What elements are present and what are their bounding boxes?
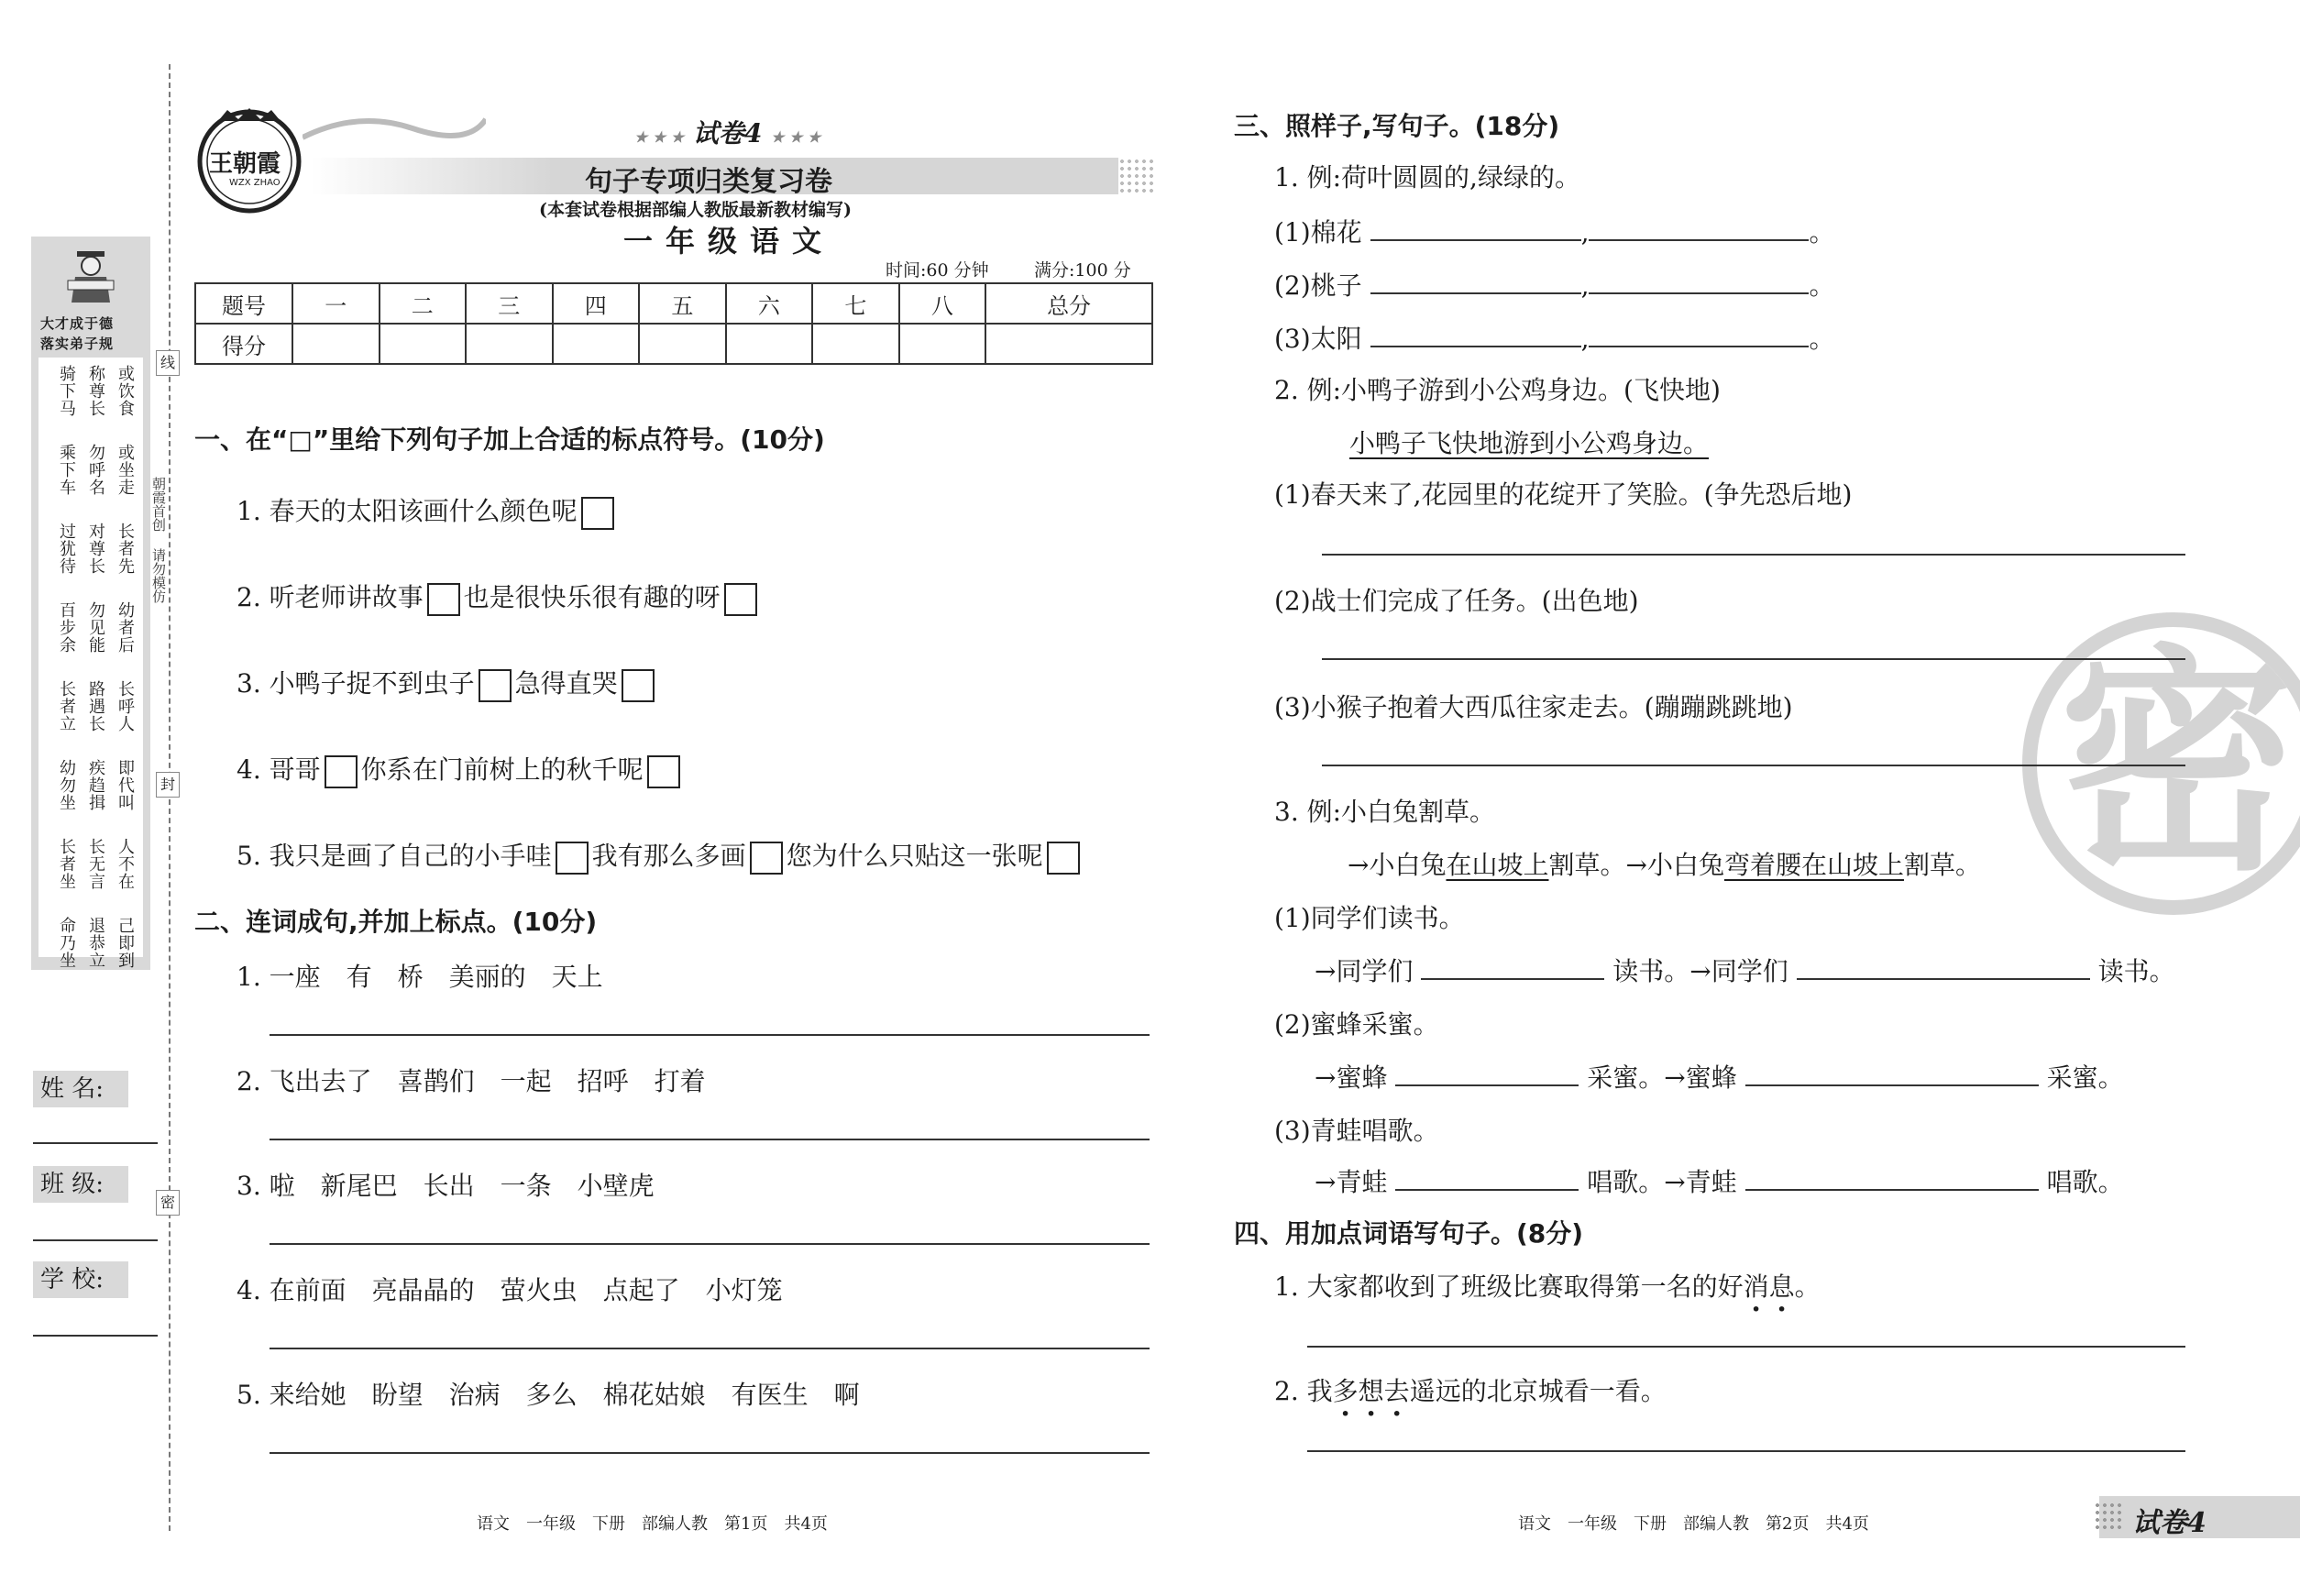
item-text: 春天的太阳该画什么颜色呢 xyxy=(269,496,578,526)
item-number: 1. xyxy=(1274,1271,1299,1302)
punctuation-box[interactable] xyxy=(427,583,460,616)
answer-line[interactable] xyxy=(270,1243,1150,1245)
s1-item-2 xyxy=(237,578,761,616)
answer-line[interactable] xyxy=(1307,1346,2185,1348)
s3-q1-item-3 xyxy=(1274,319,1835,356)
item-text: 我有那么多画 xyxy=(591,841,746,871)
answer-line[interactable] xyxy=(1322,765,2185,766)
item-text: 您为什么只贴这一张呢 xyxy=(786,841,1043,871)
answer-blank[interactable] xyxy=(1589,270,1809,294)
item-text: 小鸭子捉不到虫子 xyxy=(269,668,475,699)
dizigui-col: 退恭立 xyxy=(86,917,105,969)
item-text: 我只是画了自己的小手哇 xyxy=(269,841,552,871)
s3-q3-item-2-answer xyxy=(1315,1058,2124,1095)
dizigui-col: 长者先 xyxy=(116,523,135,575)
page-subtitle: (本套试卷根据部编人教版最新教材编写) xyxy=(539,200,852,220)
item-number: 2. xyxy=(237,1066,261,1096)
punctuation-box[interactable] xyxy=(750,842,783,875)
secret-stamp-char: 密 xyxy=(2059,626,2297,903)
score-col-7: 七 xyxy=(812,283,899,324)
s2-item-5 xyxy=(237,1375,860,1412)
s3-q3-item-1-answer xyxy=(1315,952,2175,988)
item-number: 1. xyxy=(237,962,261,992)
grade-title: 一年级语文 xyxy=(623,224,835,259)
s2-item-4 xyxy=(237,1271,783,1307)
footer-right: 语文 一年级 下册 部编人教 第2页 共4页 xyxy=(1518,1514,1869,1534)
binding-mark-line: 线 xyxy=(156,350,180,376)
score-col-3: 三 xyxy=(466,283,553,324)
binding-dashed-line xyxy=(169,64,171,1531)
s3-q3-item-1-label: (1)同学们读书。 xyxy=(1274,903,1465,933)
score-col-total: 总分 xyxy=(985,283,1152,324)
dotted-char: 息 xyxy=(1768,1271,1795,1302)
dizigui-col: 人不在 xyxy=(116,838,135,890)
item-text: 你系在门前树上的秋千呢 xyxy=(360,754,644,785)
exam-tag-text: 试卷4 xyxy=(692,118,763,149)
s3-q3-example: 3. 例:小白兔割草。 xyxy=(1274,797,1496,827)
score-table-score-row xyxy=(195,324,1152,364)
s3-q1-item-1 xyxy=(1274,213,1835,249)
score-row-label: 得分 xyxy=(195,324,292,364)
score-cell[interactable] xyxy=(985,324,1152,364)
item-text: 急得直哭 xyxy=(514,668,618,699)
punctuation-box[interactable] xyxy=(325,755,358,788)
score-col-1: 一 xyxy=(292,283,380,324)
s1-item-4 xyxy=(237,750,684,788)
dizigui-col: 乘下车 xyxy=(57,444,76,496)
model-text: 割草。 xyxy=(1903,850,1981,880)
answer-blank[interactable] xyxy=(1745,1167,2039,1191)
original-notice: 朝霞首创 请勿模仿 xyxy=(150,477,167,603)
time-info: 时间:60 分钟 xyxy=(886,260,989,281)
banner-pattern xyxy=(1118,158,1155,194)
name-label: 姓 名: xyxy=(33,1071,128,1107)
item-label: (1)棉花 xyxy=(1274,217,1362,248)
s3-q3-item-2-label: (2)蜜蜂采蜜。 xyxy=(1274,1009,1439,1040)
subject: →青蛙 xyxy=(1664,1167,1737,1197)
item-text: 也是很快乐很有趣的呀 xyxy=(463,582,721,612)
s3-q2-item-2: (2)战士们完成了任务。(出色地) xyxy=(1274,586,1639,616)
verb: 读书。 xyxy=(1612,956,1690,986)
class-field[interactable] xyxy=(33,1239,158,1241)
s3-q3-item-3-answer xyxy=(1315,1162,2124,1199)
answer-blank[interactable] xyxy=(1395,1062,1579,1086)
answer-line[interactable] xyxy=(1322,554,2185,556)
verb: 采蜜。 xyxy=(1587,1062,1665,1093)
dizigui-col: 己即到 xyxy=(116,917,135,969)
item-number: 4. xyxy=(237,754,261,785)
section2-title: 二、连词成句,并加上标点。(10分) xyxy=(194,907,598,937)
subject: →青蛙 xyxy=(1315,1167,1388,1197)
page-title: 句子专项归类复习卷 xyxy=(585,166,832,198)
model-text: →小白兔 xyxy=(1348,850,1447,880)
item-text: 遥远的北京城看一看。 xyxy=(1409,1376,1667,1406)
dizigui-col: 长者坐 xyxy=(57,838,76,890)
score-col-2: 二 xyxy=(380,283,467,324)
word-list: 飞出去了 喜鹊们 一起 招呼 打着 xyxy=(269,1066,706,1096)
dizigui-text-box xyxy=(39,358,143,969)
item-number: 4. xyxy=(237,1275,261,1305)
star-icon: ★ ★ ★ xyxy=(634,128,685,146)
item-number: 2. xyxy=(237,582,261,612)
score-cell[interactable] xyxy=(899,324,986,364)
answer-line[interactable] xyxy=(1322,658,2185,660)
item-label: (3)太阳 xyxy=(1274,324,1362,354)
brand-logo xyxy=(196,108,303,215)
dizigui-col: 勿呼名 xyxy=(86,444,105,496)
period: 。 xyxy=(1809,217,1835,248)
punctuation-box[interactable] xyxy=(581,497,614,530)
answer-line[interactable] xyxy=(270,1452,1150,1454)
score-cell[interactable] xyxy=(726,324,813,364)
score-table-label: 题号 xyxy=(195,283,292,324)
item-number: 5. xyxy=(237,841,261,871)
item-number: 3. xyxy=(237,668,261,699)
comma: , xyxy=(1580,217,1590,248)
dizigui-col: 长呼人 xyxy=(116,680,135,732)
answer-blank[interactable] xyxy=(1370,217,1581,241)
s3-q3-model xyxy=(1348,845,1981,882)
model-text: 割草。 xyxy=(1548,850,1626,880)
answer-line[interactable] xyxy=(270,1139,1150,1140)
item-number: 3. xyxy=(237,1171,261,1201)
word-list: 来给她 盼望 治病 多么 棉花姑娘 有医生 啊 xyxy=(269,1380,860,1410)
s1-item-3 xyxy=(237,664,658,702)
dizigui-col: 疾趋揖 xyxy=(86,759,105,811)
section4-title: 四、用加点词语写句子。(8分) xyxy=(1234,1218,1584,1249)
answer-blank[interactable] xyxy=(1797,956,2090,980)
word-list: 一座 有 桥 美丽的 天上 xyxy=(269,962,603,992)
dizigui-col: 幼勿坐 xyxy=(57,759,76,811)
period: 。 xyxy=(1809,270,1835,301)
answer-blank[interactable] xyxy=(1370,324,1581,347)
dizigui-col: 或饮食 xyxy=(116,365,135,417)
score-col-4: 四 xyxy=(553,283,640,324)
score-col-6: 六 xyxy=(726,283,813,324)
word-list: 啦 新尾巴 长出 一条 小壁虎 xyxy=(269,1171,655,1201)
punctuation-box[interactable] xyxy=(556,842,589,875)
s3-q3-item-3-label: (3)青蛙唱歌。 xyxy=(1274,1116,1439,1146)
subject: →蜜蜂 xyxy=(1315,1062,1388,1093)
section1-title: 一、在“□”里给下列句子加上合适的标点符号。(10分) xyxy=(194,424,825,455)
verb: 唱歌。 xyxy=(2046,1167,2124,1197)
score-cell[interactable] xyxy=(812,324,899,364)
dizigui-col: 或坐走 xyxy=(116,444,135,496)
item-text: 大家都收到了班级比赛取得第一名的好 xyxy=(1306,1271,1744,1302)
item-label: (2)桃子 xyxy=(1274,270,1362,301)
school-label: 学 校: xyxy=(33,1261,128,1298)
dizigui-columns xyxy=(46,365,134,996)
score-cell[interactable] xyxy=(466,324,553,364)
s4-item-1 xyxy=(1274,1267,1821,1304)
s3-q1-example: 1. 例:荷叶圆圆的,绿绿的。 xyxy=(1274,162,1580,193)
dotted-char: 想 xyxy=(1358,1376,1384,1406)
punctuation-box[interactable] xyxy=(1047,842,1080,875)
s3-q1-item-2 xyxy=(1274,266,1835,303)
comma: , xyxy=(1580,324,1590,354)
score-info: 满分:100 分 xyxy=(1034,260,1131,281)
class-label: 班 级: xyxy=(33,1166,128,1203)
dizigui-col: 勿见能 xyxy=(86,601,105,654)
item-text: 。 xyxy=(1794,1271,1821,1302)
word-list: 在前面 亮晶晶的 萤火虫 点起了 小灯笼 xyxy=(269,1275,783,1305)
score-table xyxy=(194,282,1153,365)
answer-blank[interactable] xyxy=(1370,270,1581,294)
dizigui-col: 过犹待 xyxy=(57,523,76,575)
verb: 读书。 xyxy=(2097,956,2175,986)
item-text: 我 xyxy=(1306,1376,1333,1406)
dizigui-col: 对尊长 xyxy=(86,523,105,575)
score-cell[interactable] xyxy=(292,324,380,364)
scholar-figure xyxy=(64,249,117,304)
item-number: 2. xyxy=(1274,1376,1299,1406)
motto-2: 落实弟子规 xyxy=(40,336,115,352)
dizigui-col: 即代叫 xyxy=(116,759,135,811)
answer-blank[interactable] xyxy=(1589,217,1809,241)
score-cell[interactable] xyxy=(639,324,726,364)
s2-item-1 xyxy=(237,957,603,994)
answer-blank[interactable] xyxy=(1745,1062,2039,1086)
binding-mark-secret: 密 xyxy=(156,1190,180,1216)
punctuation-box[interactable] xyxy=(479,669,512,702)
dizigui-col: 称尊长 xyxy=(86,365,105,417)
s1-item-1 xyxy=(237,491,618,530)
s3-q2-item-1: (1)春天来了,花园里的花绽开了笑脸。(争先恐后地) xyxy=(1274,479,1853,510)
score-table-header-row xyxy=(195,283,1152,324)
answer-line[interactable] xyxy=(270,1348,1150,1349)
dizigui-col: 百步余 xyxy=(57,601,76,654)
answer-line[interactable] xyxy=(270,1034,1150,1036)
s1-item-5 xyxy=(237,836,1084,875)
answer-line[interactable] xyxy=(1307,1450,2185,1452)
subject: →同学们 xyxy=(1689,956,1788,986)
score-col-5: 五 xyxy=(639,283,726,324)
dotted-char: 多 xyxy=(1332,1376,1359,1406)
ribbon-decoration xyxy=(303,101,486,156)
logo-subtext: WZX ZHAO xyxy=(229,178,281,188)
s2-item-2 xyxy=(237,1062,706,1098)
sidebar-motto-panel xyxy=(31,237,150,970)
school-field[interactable] xyxy=(33,1335,158,1337)
footer-left: 语文 一年级 下册 部编人教 第1页 共4页 xyxy=(477,1514,828,1534)
dizigui-col: 幼者后 xyxy=(116,601,135,654)
s3-q2-model-answer: 小鸭子飞快地游到小公鸡身边。 xyxy=(1349,428,1710,458)
answer-blank[interactable] xyxy=(1589,324,1809,347)
dizigui-col: 路遇长 xyxy=(86,680,105,732)
section3-title: 三、照样子,写句子。(18分) xyxy=(1234,111,1560,141)
punctuation-box[interactable] xyxy=(724,583,757,616)
motto-1: 大才成于德 xyxy=(40,315,115,332)
score-cell[interactable] xyxy=(553,324,640,364)
binding-mark-seal: 封 xyxy=(156,772,180,798)
dizigui-col: 命乃坐 xyxy=(57,917,76,969)
s3-q2-item-3: (3)小猴子抱着大西瓜往家走去。(蹦蹦跳跳地) xyxy=(1274,692,1793,722)
verb: 唱歌。 xyxy=(1587,1167,1665,1197)
punctuation-box[interactable] xyxy=(622,669,655,702)
exam-tag xyxy=(634,114,820,150)
star-icon: ★ ★ ★ xyxy=(771,128,821,146)
dotted-char: 消 xyxy=(1743,1271,1769,1302)
punctuation-box[interactable] xyxy=(647,755,680,788)
item-text: 哥哥 xyxy=(269,754,321,785)
footer-exam-tag: 试卷4 xyxy=(2132,1507,2206,1539)
item-number: 5. xyxy=(237,1380,261,1410)
model-underlined: 弯着腰在山坡上 xyxy=(1723,850,1904,880)
subject: →同学们 xyxy=(1315,956,1414,986)
answer-blank[interactable] xyxy=(1421,956,1604,980)
footer-tag-pattern xyxy=(2094,1502,2125,1533)
answer-blank[interactable] xyxy=(1395,1167,1579,1191)
model-text: →小白兔 xyxy=(1625,850,1724,880)
comma: , xyxy=(1580,270,1590,301)
score-cell[interactable] xyxy=(380,324,467,364)
name-field[interactable] xyxy=(33,1142,158,1144)
score-col-8: 八 xyxy=(899,283,986,324)
s2-item-3 xyxy=(237,1166,655,1203)
period: 。 xyxy=(1809,324,1835,354)
dizigui-col: 骑下马 xyxy=(57,365,76,417)
s4-item-2 xyxy=(1274,1371,1667,1408)
item-number: 1. xyxy=(237,496,261,526)
subject: →蜜蜂 xyxy=(1664,1062,1737,1093)
item-text: 听老师讲故事 xyxy=(269,582,424,612)
s3-q2-example: 2. 例:小鸭子游到小公鸡身边。(飞快地) xyxy=(1274,375,1721,405)
dotted-char: 去 xyxy=(1383,1376,1410,1406)
dizigui-col: 长无言 xyxy=(86,838,105,890)
dizigui-col: 长者立 xyxy=(57,680,76,732)
logo-text: 王朝霞 xyxy=(209,150,281,178)
model-underlined: 在山坡上 xyxy=(1446,850,1549,880)
verb: 采蜜。 xyxy=(2046,1062,2124,1093)
